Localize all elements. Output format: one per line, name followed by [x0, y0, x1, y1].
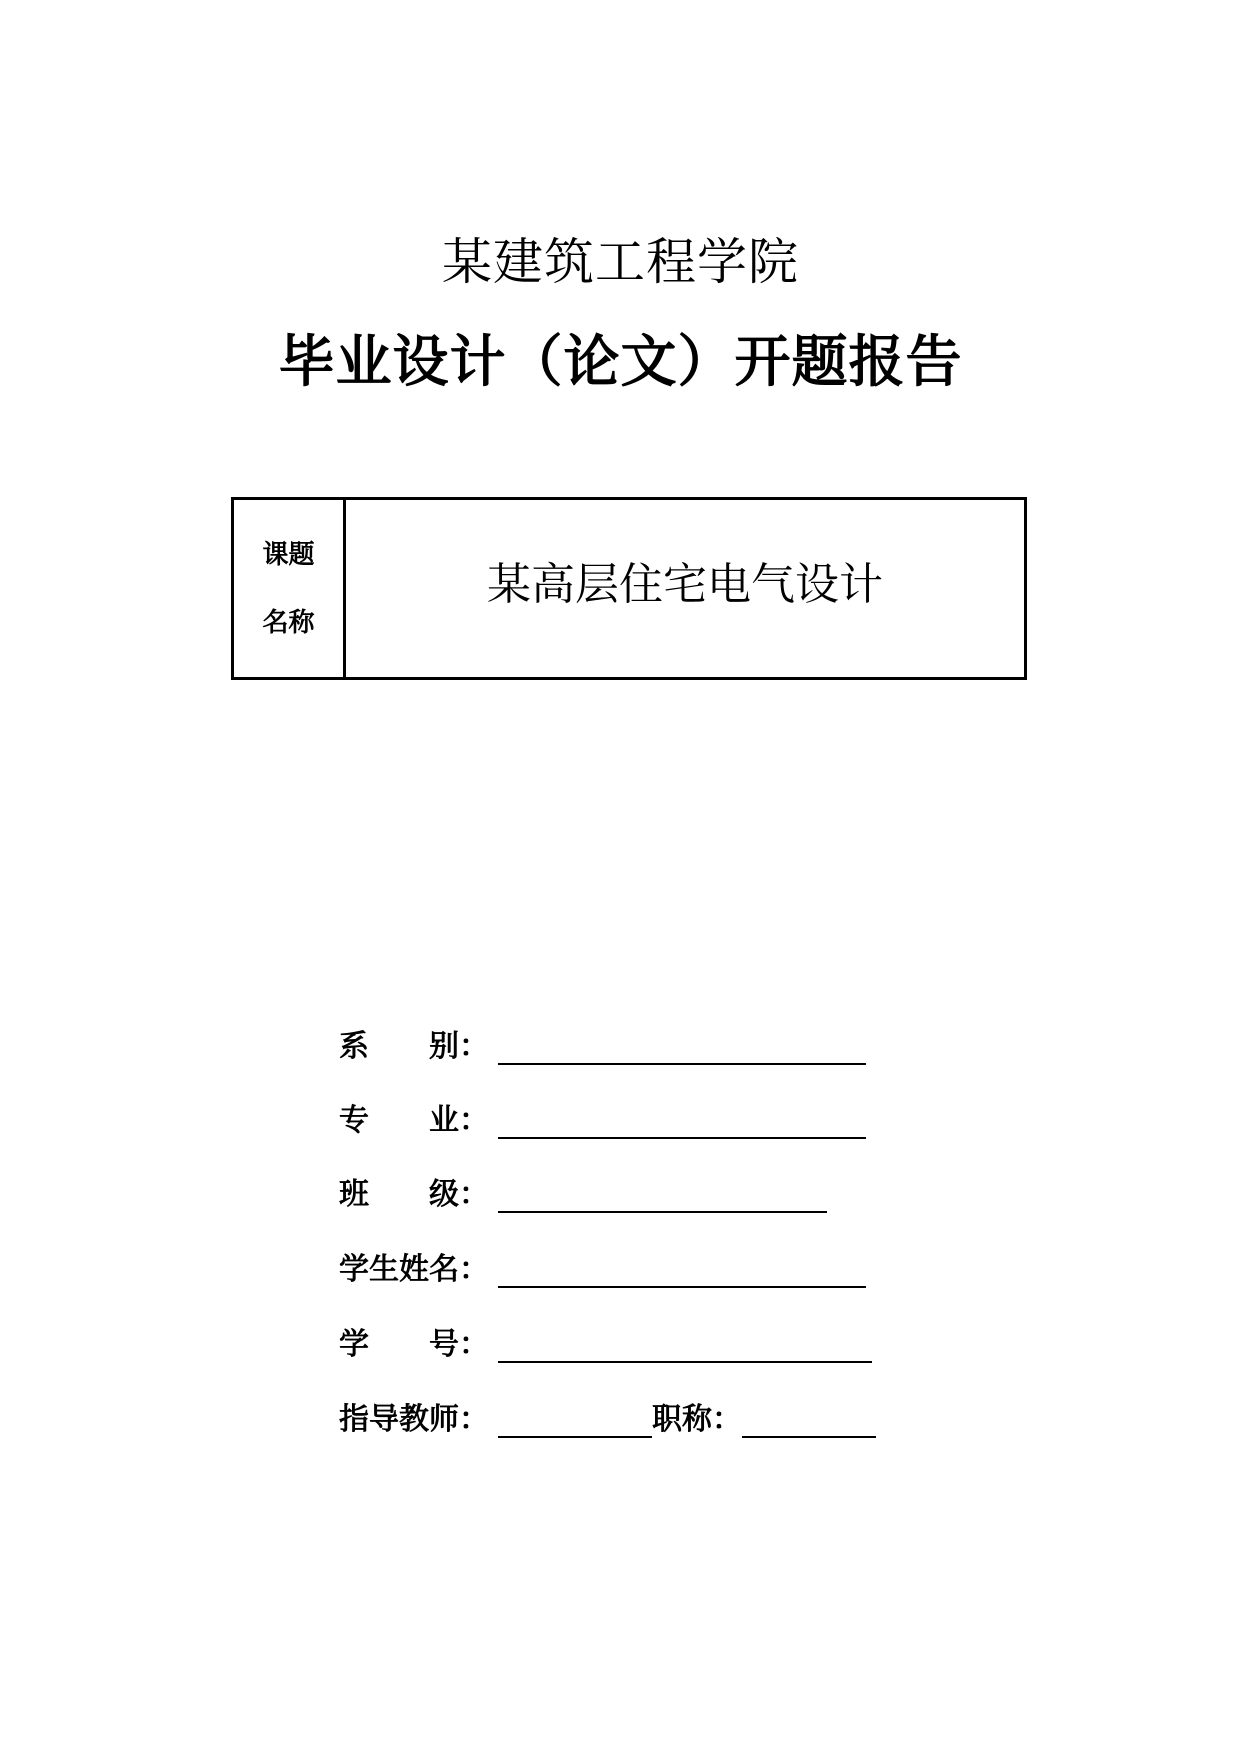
advisor-label: 指导教师： [339, 1402, 489, 1437]
title-label: 职称： [652, 1402, 742, 1437]
report-title: 毕业设计（论文）开题报告 [278, 330, 963, 395]
topic-value: 某高层住宅电气设计 [487, 558, 883, 610]
student-name-label: 学生姓名： [339, 1252, 489, 1287]
student-name-field [339, 1248, 866, 1288]
department-label: 系 别： [339, 1029, 489, 1064]
topic-label-line1: 课题 [262, 539, 315, 570]
institution-name: 某建筑工程学院 [442, 233, 799, 291]
advisor-field [339, 1398, 876, 1438]
major-field [339, 1099, 866, 1139]
topic-label-cell [234, 500, 346, 677]
department-field [339, 1025, 866, 1065]
student-id-label: 学 号： [339, 1327, 489, 1362]
major-label: 专 业： [339, 1103, 489, 1138]
class-blank[interactable] [498, 1175, 827, 1213]
department-blank[interactable] [498, 1027, 866, 1065]
topic-table [231, 497, 1027, 680]
student-id-field [339, 1323, 872, 1363]
title-blank[interactable] [742, 1400, 876, 1438]
class-field [339, 1173, 827, 1213]
student-name-blank[interactable] [498, 1250, 866, 1288]
major-blank[interactable] [498, 1101, 866, 1139]
student-id-blank[interactable] [498, 1325, 872, 1363]
topic-label-line2: 名称 [262, 607, 315, 638]
topic-value-cell [346, 500, 1024, 677]
class-label: 班 级： [339, 1177, 489, 1212]
advisor-blank[interactable] [498, 1400, 652, 1438]
